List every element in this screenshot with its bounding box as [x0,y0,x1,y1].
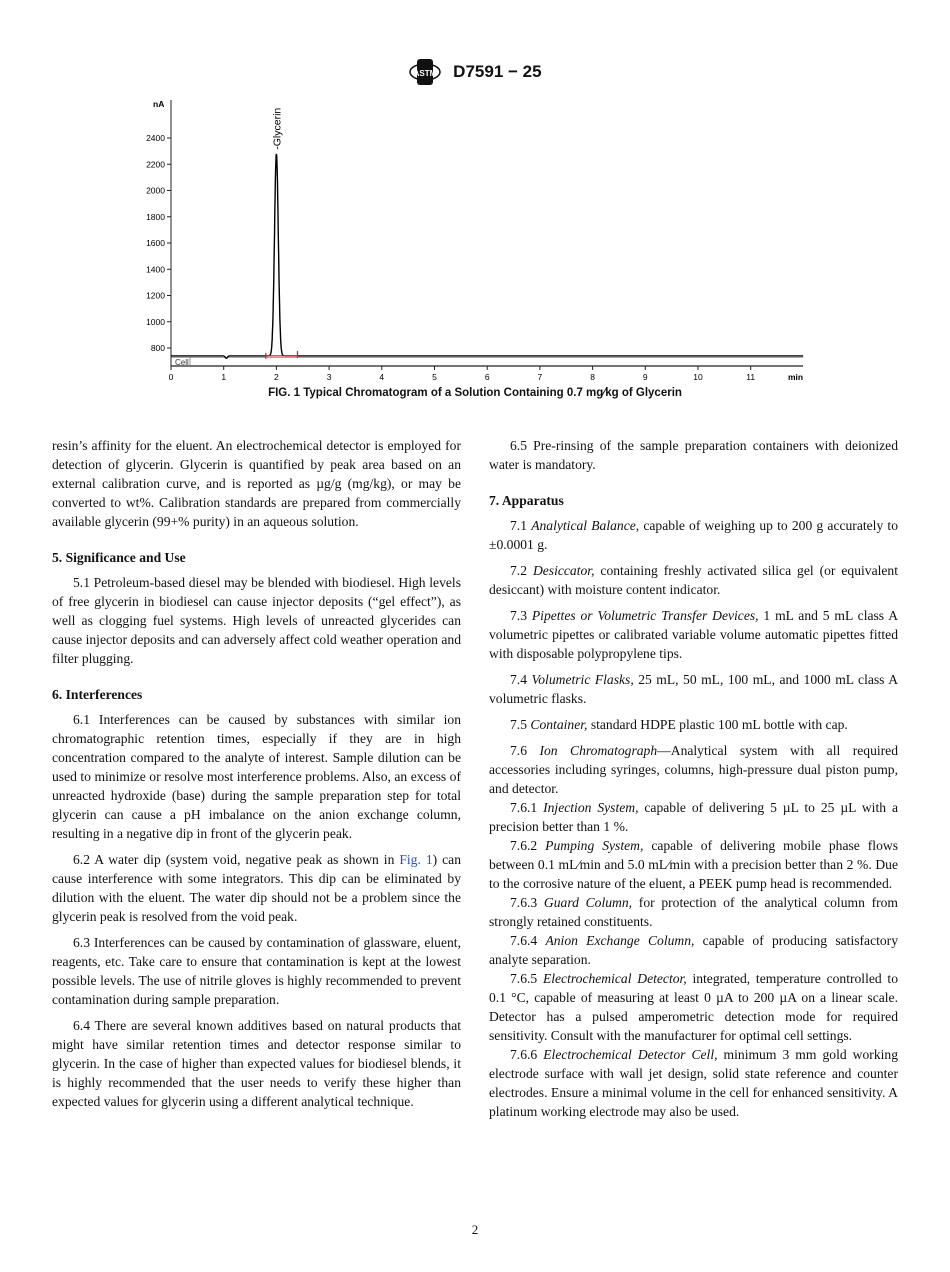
y-tick-label: 800 [150,343,165,353]
y-tick-label: 2400 [146,133,165,143]
apparatus-item [489,561,898,599]
x-tick-label: 10 [693,372,703,382]
svg-text:ASTM: ASTM [414,69,437,78]
x-tick-label: 7 [537,372,543,382]
apparatus-item [489,969,898,1045]
paragraph [52,850,461,926]
item-term: Desiccator, [532,563,595,578]
item-text: 25 mL, 50 mL, 100 mL, and 1000 mL class A volumetric flasks. [489,672,899,706]
item-number: 7.2 [510,563,533,578]
figure-caption: FIG. 1 Typical Chromatogram of a Solution Containing 0.7 mg⁄kg of Glycerin [268,387,682,399]
item-number: 7.1 [510,518,532,533]
paragraph: 6.5 Pre-rinsing of the sample preparation containers with deionized water is mandatory. [489,438,898,472]
item-term: Ion Chromatograph [539,743,658,758]
item-text: standard HDPE plastic 100 mL bottle with cap. [587,717,848,732]
item-number: 7.4 [510,672,532,687]
item-text: capable of delivering mobile phase flows between 0.1 mL⁄min and 5.0 mL⁄min with a precision better than 2 %. Due to the corrosive nature of the eluent, a PEEK pump head is recommended. [489,838,898,891]
paragraph: 6.4 There are several known additives based on natural products that might have similar retention times and detector response similar to glycerin. In the case of higher than expected values for biodiesel blends, it is highly recommended that the user needs to verify these higher than expected values for glycerin using a different analytical technique. [52,1018,461,1109]
y-tick-label: 1400 [146,264,165,275]
x-tick-label: 4 [379,372,385,382]
apparatus-item [489,741,898,798]
paragraph: resin’s affinity for the eluent. An electrochemical detector is employed for detection of glycerin. Glycerin is quantified by peak area based on an external calibration curve, and is reported as µg/g (mg/kg), or may be converted to wt%. Calibration standards are prepared from commercially available glycerin (99+% purity) in an aqueous solution. [52,438,461,529]
page-number: 2 [471,1222,479,1237]
item-text: 1 mL and 5 mL class A volumetric pipettes or calibrated variable volume automatic pipettes fitted with disposable polypropylene tips. [489,608,899,661]
x-tick-label: 0 [168,372,174,382]
item-text: capable of producing satisfactory analyte separation. [489,933,899,967]
item-number: 7.6.3 [510,895,544,910]
x-axis-label: min [788,372,804,382]
item-number: 7.6.2 [510,838,546,853]
apparatus-item [489,836,898,893]
chromatogram-trace [171,154,803,358]
item-term: Pumping System, [545,838,644,853]
item-term: Volumetric Flasks, [531,672,634,687]
y-tick-label: 2200 [146,159,165,170]
apparatus-item [489,893,898,931]
peak-label: -Glycerin [271,107,284,150]
x-tick-label: 6 [484,372,490,382]
apparatus-item [489,931,898,969]
item-number: 7.6.1 [510,800,544,815]
x-tick-label: 2 [274,372,279,382]
apparatus-item [489,798,898,836]
x-tick-label: 9 [642,372,648,382]
item-number: 7.6 [510,743,540,758]
item-number: 7.5 [510,717,531,732]
item-text: integrated, temperature controlled to 0.1 °C, capable of measuring at least 0 µA to 200 µA on a linear scale. Detector has a pulsed amperometric detection mode for required sensitivity. Consult with the manufacturer for optimal cell settings. [489,971,899,1043]
y-tick-label: 1200 [146,290,165,301]
text: ) can cause interference with some integrators. This dip can be eliminated by dilution with the eluent. The water dip should not be a problem since the glycerin peak is resolved from the void peak. [52,852,461,924]
designation: D7591 − 25 [453,62,542,81]
item-number: 7.3 [510,608,532,623]
paragraph: 6.3 Interferences can be caused by contamination of glassware, eluent, reagents, etc. Take care to ensure that contamination is kept at the lowest possible levels. The use of nitrile gloves is highly recommended to prevent contamination during sample preparation. [52,935,461,1007]
item-text: capable of delivering 5 µL to 25 µL with a precision better than 1 %. [489,800,898,834]
fig1-link[interactable]: Fig. 1 [399,852,433,867]
y-tick-label: 1800 [146,211,165,222]
apparatus-list [489,516,898,1121]
x-tick-label: 5 [432,372,437,382]
item-term: Container, [530,717,588,732]
y-tick-label: 2000 [146,185,165,196]
item-text: for protection of the analytical column from strongly retained constituents. [489,895,899,929]
apparatus-item [489,670,898,708]
paragraph: 6.1 Interferences can be caused by substances with similar ion chromatographic retention times, especially if they are in high concentration compared to the analyte of interest. Sample dilution can be used to minimize or resolve most interference problems. Also, an excess of unreacted hydroxide (base) during the sample preparation step for total glycerin can cause a pH imbalance on the anion exchange column, resulting in a negative dip in front of the glycerin peak. [52,712,461,841]
x-tick-label: 1 [221,372,227,382]
y-tick-label: 1000 [146,316,165,327]
item-text: —Analytical system with all required accessories including syringes, columns, high-pressure dual piston pump, and detector. [489,743,898,796]
paragraph: 5.1 Petroleum-based diesel may be blended with biodiesel. High levels of free glycerin in biodiesel can cause injector deposits (“gel effect”), as well as clogging fuel systems. High levels of unreacted glycerides can cause injector deposits and can adversely affect cold weather operation and filter plugging. [52,575,461,666]
trace-label: Cell [175,358,189,367]
item-term: Pipettes or Volumetric Transfer Devices, [531,608,759,623]
apparatus-item [489,606,898,663]
y-axis-label: nA [153,99,165,109]
chromatogram-chart [0,0,950,390]
apparatus-item [489,715,898,734]
item-number: 7.6.5 [510,971,543,986]
left-column [52,436,461,1118]
right-column [489,436,898,1121]
item-text: minimum 3 mm gold working electrode surface with wall jet design, solid state reference and counter electrodes. Ensure a minimal volume in the cell for enhanced sensitivity. A platinum working electrode may also be used. [489,1047,898,1119]
x-tick-label: 11 [746,372,756,382]
text: 6.2 A water dip (system void, negative peak as shown in [73,852,400,867]
apparatus-item [489,1045,898,1121]
y-tick-label: 1600 [146,238,165,248]
item-number: 7.6.4 [510,933,546,948]
apparatus-item [489,516,898,554]
section-heading: 5. Significance and Use [52,550,186,565]
item-term: Anion Exchange Column, [545,933,695,948]
item-term: Analytical Balance, [531,518,640,533]
section-heading: 7. Apparatus [489,493,564,508]
item-text: containing freshly activated silica gel (or equivalent desiccant) with moisture content indicator. [489,563,898,597]
item-number: 7.6.6 [510,1047,544,1062]
item-term: Electrochemical Detector, [542,971,687,986]
item-term: Guard Column, [543,895,633,910]
x-tick-label: 8 [590,372,595,382]
x-tick-label: 3 [326,372,332,382]
item-text: capable of weighing up to 200 g accurately to ±0.0001 g. [489,518,899,552]
item-term: Injection System, [543,800,639,815]
section-heading: 6. Interferences [52,687,143,702]
item-term: Electrochemical Detector Cell, [543,1047,718,1062]
